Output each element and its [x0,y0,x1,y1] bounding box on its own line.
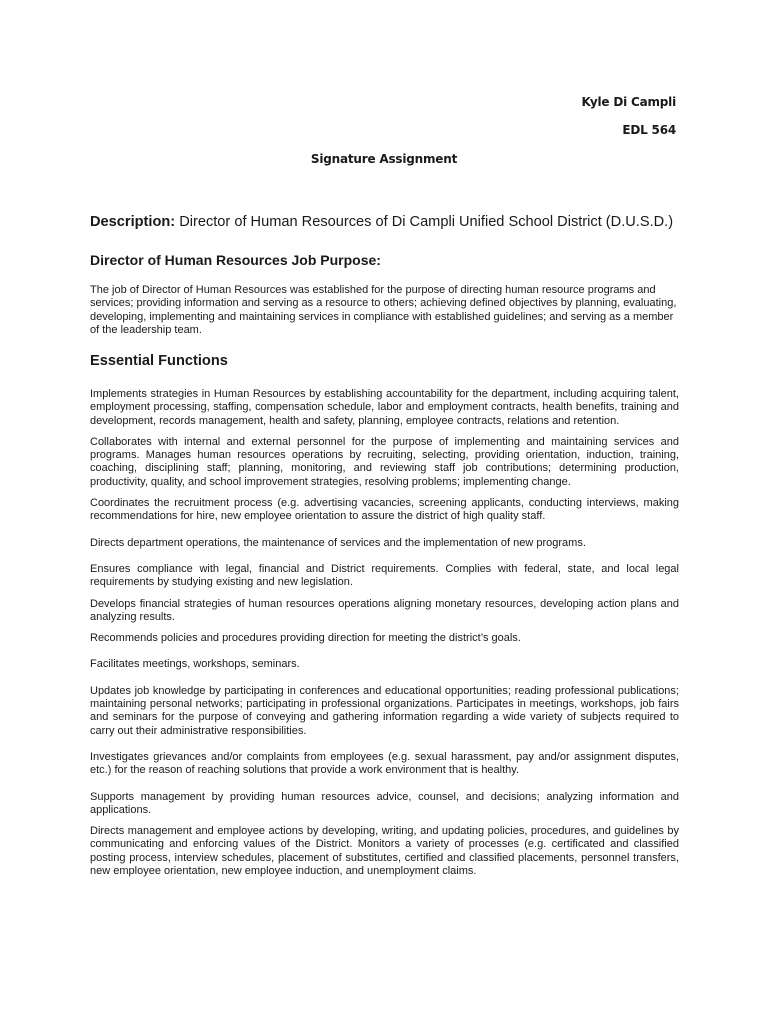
description-label: Description: [90,214,176,230]
function-paragraph: Collaborates with internal and external personnel for the purpose of implementing and maintaining services and programs. Manages human resources operations by recruiting, selecting, providing orientation, induction, training, coaching, disciplining staff; planning, monitoring, and reviewing staff job contributions; determining production, productivity, quality, and school improvement strategies, resolving problems; implementing change. [90,435,679,488]
function-paragraph: Implements strategies in Human Resources by establishing accountability for the department, including acquiring talent, employment processing, staffing, compensation schedule, labor and employment contracts, health benefits, training and development, records management, health and safety, planning, employee contracts, relations and retention. [90,388,679,427]
function-paragraph: Supports management by providing human resources advice, counsel, and decisions; analyzing information and applications. [90,790,679,816]
author-name: Kyle Di Campli [581,95,676,109]
description-line [90,214,673,230]
function-paragraph: Directs management and employee actions by developing, writing, and updating policies, procedures, and guidelines by communicating and enforcing values of the District. Monitors a variety of processes (e.g. certificated and classified posting process, interview schedules, placement of substitutes, certified and classified placements, personnel transfers, new employee orientation, new employee induction, and unemployment claims. [90,825,679,878]
essential-functions-heading: Essential Functions [90,353,228,369]
description-text: Director of Human Resources of Di Campli Unified School District (D.U.S.D.) [175,214,674,230]
function-paragraph: Facilitates meetings, workshops, seminars. [90,658,300,671]
job-purpose-paragraph: The job of Director of Human Resources was established for the purpose of directing human resource programs and services; providing information and serving as a resource to others; achieving defined objectives by planning, evaluating, developing, implementing and maintaining services in compliance with established guidelines; and serving as a member of the leadership team. [90,284,677,336]
function-paragraph: Ensures compliance with legal, financial and District requirements. Complies with federal, state, and local legal requirements by studying existing and new legislation. [90,562,679,589]
function-paragraph: Directs department operations, the maintenance of services and the implementation of new programs. [90,536,586,549]
function-paragraph: Investigates grievances and/or complaints from employees (e.g. sexual harassment, pay and/or assignment disputes, etc.) for the reason of reaching solutions that provide a work environment that is healthy. [90,750,679,777]
function-paragraph: Recommends policies and procedures providing direction for meeting the district’s goals. [90,632,521,645]
course-code: EDL 564 [622,123,676,137]
essential-functions-list [90,388,679,886]
function-paragraph: Develops financial strategies of human resources operations aligning monetary resources, developing action plans and analyzing results. [90,597,679,623]
function-paragraph: Updates job knowledge by participating in conferences and educational opportunities; reading professional publications; maintaining personal networks; participating in professional organizations. Participates in meetings, workshops, job fairs and seminars for the purpose of conveying and gathering information regarding a wide variety of subjects required to carry out their administrative responsibilities. [90,684,679,737]
document-title: Signature Assignment [310,152,458,166]
job-purpose-heading: Director of Human Resources Job Purpose: [90,252,381,268]
function-paragraph: Coordinates the recruitment process (e.g. advertising vacancies, screening applicants, conducting interviews, making recommendations for hire, new employee orientation to assure the district of high quality staff. [90,497,679,523]
